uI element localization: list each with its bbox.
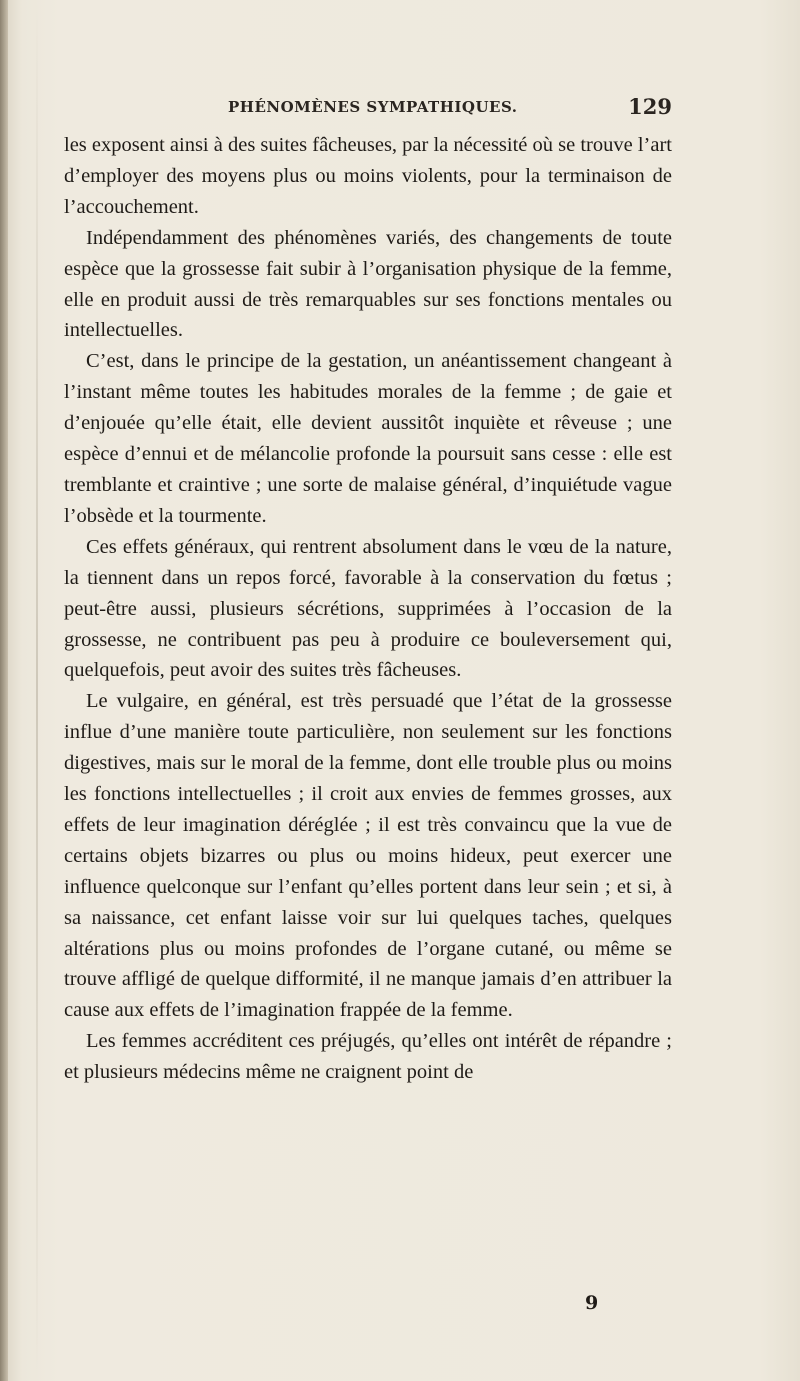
signature-mark: 9 (585, 1292, 599, 1314)
page-binding-edge (0, 0, 8, 1381)
paragraph: C’est, dans le principe de la gestation, un anéantissement changeant à l’instant même toutes les habitudes morales de la femme ; de gaie et d’enjouée qu’elle était, elle devient aussitôt inquiète et rêveuse ; une espèce d’ennui et de mélancolie profonde la poursuit sans cesse : elle est tremblante et craintive ; une sorte de malaise général, d’inquiétude vague l’obsède et la tourmente. (64, 350, 672, 527)
running-head: PHÉNOMÈNES SYMPATHIQUES. (228, 98, 518, 116)
paragraph: Les femmes accréditent ces préjugés, qu’elles ont intérêt de répandre ; et plusieurs médecins même ne craignent point de (64, 1030, 672, 1084)
page-gutter-shadow (36, 0, 38, 1381)
paragraph: Le vulgaire, en général, est très persuadé que l’état de la grossesse influe d’une manière toute particulière, non seulement sur les fonctions digestives, mais sur le moral de la femme, dont elle trouble plus ou moins les fonctions intellectuelles ; il croit aux envies de femmes grosses, aux effets de leur imagination déréglée ; il est très convaincu que la vue de certains objets bizarres ou plus ou moins hideux, peut exercer une influence quelconque sur l’enfant qu’elles portent dans leur sein ; et si, à sa naissance, cet enfant laisse voir sur lui quelques taches, quelques altérations plus ou moins profondes de l’organe cutané, ou même se trouve affligé de quelque difformité, il ne manque jamais d’en attribuer la cause aux effets de l’imagination frappée de la femme. (64, 690, 672, 1022)
paragraph-continuation: les exposent ainsi à des suites fâcheuses, par la nécessité où se trouve l’art d’employer des moyens plus ou moins violents, pour la terminaison de l’accouchement. (64, 134, 672, 218)
paragraph: Ces effets généraux, qui rentrent absolument dans le vœu de la nature, la tiennent dans un repos forcé, favorable à la conservation du fœtus ; peut-être aussi, plusieurs sécrétions, supprimées à l’occasion de la grossesse, ne contribuent pas peu à produire ce bouleversement qui, quelquefois, peut avoir des suites très fâcheuses. (64, 535, 672, 682)
body-text (64, 130, 672, 1088)
page-number: 129 (628, 94, 672, 119)
page-header (64, 94, 672, 124)
paragraph: Indépendamment des phénomènes variés, des changements de toute espèce que la grossesse fait subir à l’organisation physique de la femme, elle en produit aussi de très remarquables sur ses fonctions mentales ou intellectuelles. (64, 226, 672, 342)
